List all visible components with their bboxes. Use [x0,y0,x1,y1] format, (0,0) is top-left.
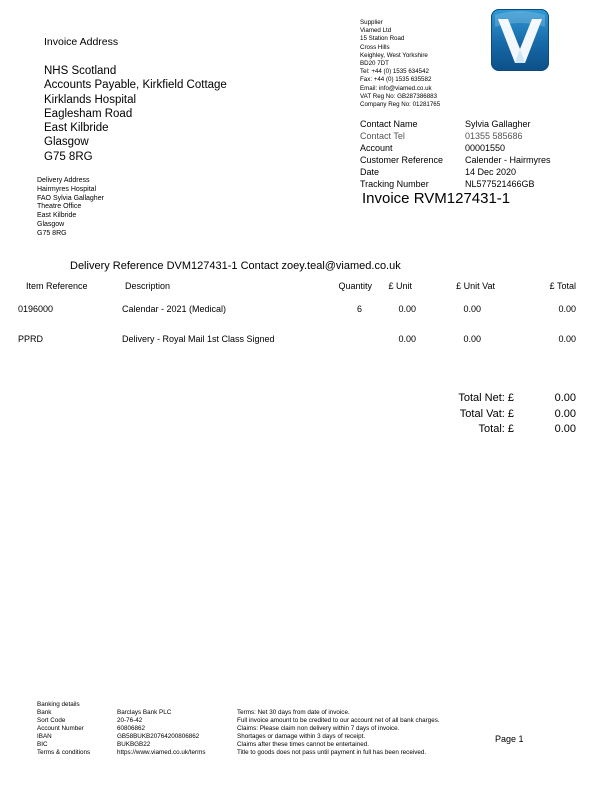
bank-label: IBAN [37,732,52,740]
contact-row [360,118,551,130]
supplier-line: Viamed Ltd [360,27,392,35]
col-header-unit: £ Unit [388,281,412,291]
terms-line: Terms: Net 30 days from date of invoice. [237,709,350,716]
invoice-address-line: NHS Scotland [44,65,117,77]
supplier-line: Supplier [360,19,383,26]
bank-label: Terms & conditions [37,748,91,756]
invoice-address [44,64,227,164]
delivery-address-line: Hairmyres Hospital [37,185,97,193]
col-header-item-reference: Item Reference [26,281,88,291]
terms-line: Full invoice amount to be credited to our account net of all bank charges. [237,716,440,724]
bank-value: 60806862 [117,724,146,732]
contact-label: Date [360,167,380,177]
contact-label: Customer Reference [360,155,444,165]
bank-label: Sort Code [37,716,66,724]
banking-details [37,701,80,709]
totals-labels [420,391,514,438]
contact-value: 14 Dec 2020 [465,167,517,177]
cell-unit-vat: 0.00 [463,304,481,314]
contact-label: Tracking Number [360,179,429,189]
banking-heading: Banking details [37,701,80,708]
delivery-address [37,177,104,239]
delivery-address-line: Glasgow [37,220,65,228]
bank-value: Barclays Bank PLC [117,709,172,716]
contact-value: Sylvia Gallagher [465,119,531,129]
supplier-line: Keighley, West Yorkshire [360,51,428,59]
bank-value: GB58BUKB20764200806862 [117,732,200,740]
terms-line: Shortages or damage within 3 days of receipt. [237,732,366,740]
terms-link[interactable]: https://www.viamed.co.uk/terms [117,748,206,756]
contact-value: Calender - Hairmyres [465,155,551,165]
cell-quantity: 6 [356,304,362,314]
supplier-line: 15 Station Road [360,35,405,43]
col-header-description: Description [125,281,171,291]
invoice-address-line: Glasgow [44,136,89,149]
contact-label: Contact Tel [360,131,405,141]
contact-row [360,142,551,154]
cell-item-reference: 0196000 [18,304,54,314]
contact-value: 00001550 [465,143,506,153]
terms-text [237,709,440,756]
supplier-line: Email: info@viamed.co.uk [360,84,432,92]
bank-value: 20-76-42 [117,716,143,724]
contact-label: Contact Name [360,119,418,129]
total-net-label: Total Net: £ [458,392,514,404]
total-vat-label: Total Vat: £ [459,407,514,420]
bank-labels [37,709,90,756]
supplier-line: VAT Reg No: GB287386883 [360,92,438,100]
bank-label: BIC [37,740,48,748]
cell-item-reference: PPRD [18,334,44,344]
total-vat-value: 0.00 [554,407,576,420]
delivery-reference: Delivery Reference DVM127431-1 Contact zoey.teal@viamed.co.uk [70,260,401,272]
col-header-total: £ Total [549,281,576,291]
delivery-address-line: G75 8RG [37,229,67,237]
supplier-line: Fax: +44 (0) 1535 635582 [360,76,432,84]
contact-value: 01355 585686 [465,131,523,141]
bank-label: Account Number [37,724,84,732]
totals-values [530,391,576,438]
contact-label: Account [360,143,393,153]
bank-values [117,709,206,756]
delivery-address-line: East Kilbride [37,212,77,220]
invoice-address-line: G75 8RG [44,150,93,163]
cell-description: Calendar - 2021 (Medical) [122,304,227,314]
delivery-address-line: Delivery Address [37,177,90,184]
invoice-address-line: East Kilbride [44,122,109,135]
cell-total: 0.00 [558,334,576,344]
total-label: Total: £ [478,423,514,435]
col-header-quantity: Quantity [338,281,372,291]
supplier-details [360,19,440,109]
terms-line: Claims after these times cannot be entertained. [237,740,369,748]
bank-label: Bank [37,709,52,716]
supplier-line: BD20 7DT [360,60,389,68]
supplier-line: Tel: +44 (0) 1535 634542 [360,68,429,76]
cell-unit: 0.00 [398,304,416,314]
supplier-line: Cross Hills [360,43,390,51]
invoice-address-line: Eaglesham Road [44,107,133,120]
contact-row [360,166,551,178]
terms-line: Title to goods does not pass until payment in full has been received. [237,748,427,756]
contact-row [360,178,551,190]
contact-row [360,130,551,142]
bank-value: BUKBGB22 [117,740,151,748]
invoice-address-heading: Invoice Address [44,36,119,48]
cell-unit: 0.00 [398,334,416,344]
delivery-address-line: Theatre Office [37,203,82,211]
total-value: 0.00 [554,423,576,435]
col-header-unit-vat: £ Unit Vat [456,281,495,291]
supplier-line: Company Reg No: 01281765 [360,101,441,109]
cell-total: 0.00 [558,304,576,314]
terms-line: Claims: Please claim non delivery within 7 days of invoice. [237,724,400,732]
invoice-address-line: Kirklands Hospital [44,93,137,106]
invoice-title: Invoice RVM127431-1 [362,190,511,207]
cell-unit-vat: 0.00 [463,334,481,344]
page-number: Page 1 [495,734,524,744]
contact-value: NL577521466GB [465,179,535,189]
contact-row [360,154,551,166]
viamed-logo-icon [491,9,549,71]
contact-details [360,118,551,190]
delivery-address-line: FAO Sylvia Gallagher [37,194,104,202]
cell-description: Delivery - Royal Mail 1st Class Signed [122,334,275,344]
invoice-address-line: Accounts Payable, Kirkfield Cottage [44,79,227,92]
total-net-value: 0.00 [554,392,576,404]
